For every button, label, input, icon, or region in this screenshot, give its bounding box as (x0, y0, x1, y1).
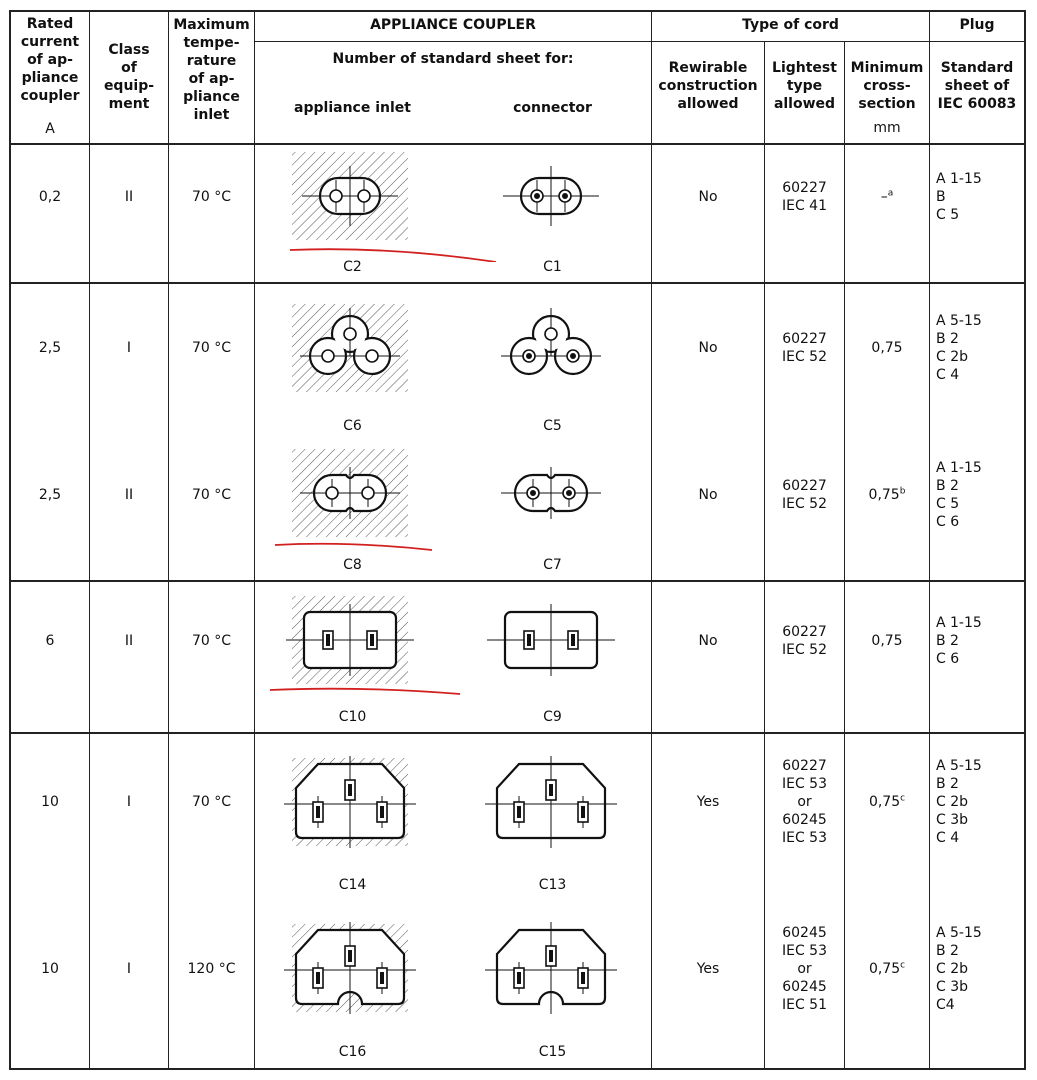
row-max-temp: 120 °C (187, 961, 236, 977)
row-class: I (126, 961, 132, 977)
row-connector-sheet: C5 (543, 418, 562, 434)
header-rated-current-unit: A (45, 121, 55, 137)
vrule (254, 10, 255, 1070)
row-max-temp: 70 °C (191, 633, 232, 649)
row-class: II (124, 487, 134, 503)
header-number-of-sheet: Number of standard sheet for: (332, 51, 574, 67)
row-class: II (124, 189, 134, 205)
row-rewirable: Yes (696, 794, 720, 810)
row-rated-current: 2,5 (38, 487, 62, 503)
header-class: Class of equip- ment (103, 42, 155, 112)
red-underline-annotation (265, 682, 465, 702)
inlet-figure-c6 (265, 278, 435, 418)
row-cross-section: 0,75$^c$ (868, 960, 906, 977)
row-cord-type: 60227 IEC 53 or 60245 IEC 53 (781, 758, 827, 846)
row-cord-type: 60227 IEC 52 (781, 478, 827, 512)
row-inlet-sheet: C6 (343, 418, 362, 434)
row-cord-type: 60227 IEC 52 (781, 624, 827, 658)
vrule (929, 10, 930, 1070)
row-max-temp: 70 °C (191, 794, 232, 810)
row-cord-type: 60227 IEC 52 (781, 331, 827, 365)
row-plug-sheets: A 1-15 B 2 C 6 (936, 615, 982, 667)
row-rated-current: 6 (45, 633, 55, 649)
row-rated-current: 10 (41, 794, 59, 810)
header-min-cross-unit: mm (873, 120, 901, 136)
frame-bottom (9, 1068, 1026, 1070)
header-standard-sheet: Standard sheet of IEC 60083 (937, 60, 1017, 112)
row-class: II (124, 633, 134, 649)
row-connector-sheet: C9 (543, 709, 562, 725)
header-connector: connector (513, 100, 592, 116)
inlet-figure-c14 (265, 732, 435, 872)
row-class: I (126, 340, 132, 356)
row-cross-section: 0,75 (871, 340, 903, 356)
row-cross-section: 0,75$^b$ (868, 486, 906, 503)
row-cross-section: –$^a$ (880, 188, 894, 205)
red-underline-annotation (270, 537, 437, 557)
row-plug-sheets: A 5-15 B 2 C 2b C 3b C 4 (936, 758, 982, 846)
row-max-temp: 70 °C (191, 340, 232, 356)
row-rated-current: 0,2 (38, 189, 62, 205)
row-cord-type: 60245 IEC 53 or 60245 IEC 51 (781, 925, 827, 1013)
row-connector-sheet: C7 (543, 557, 562, 573)
header-min-cross: Minimum cross- section (850, 60, 924, 112)
red-underline-annotation (285, 242, 501, 262)
row-plug-sheets: A 5-15 B 2 C 2b C 3b C4 (936, 925, 982, 1013)
row-inlet-sheet: C14 (338, 877, 367, 893)
row-cross-section: 0,75$^c$ (868, 793, 906, 810)
row-rewirable: No (698, 633, 718, 649)
frame-left (9, 10, 11, 1070)
frame-top (9, 10, 1026, 12)
footnote-marker: c (900, 960, 906, 971)
row-cord-type: 60227 IEC 41 (781, 180, 827, 214)
row-inlet-sheet: C16 (338, 1044, 367, 1060)
row-rated-current: 2,5 (38, 340, 62, 356)
row-rewirable: No (698, 340, 718, 356)
header-appliance-inlet: appliance inlet (294, 100, 411, 116)
row-inlet-sheet: C2 (343, 259, 362, 275)
row-rated-current: 10 (41, 961, 59, 977)
header-appliance-coupler: APPLIANCE COUPLER (370, 17, 536, 33)
connector-figure-c5 (466, 278, 636, 418)
header-lightest: Lightest type allowed (772, 60, 837, 112)
row-class: I (126, 794, 132, 810)
row-plug-sheets: A 1-15 B 2 C 5 C 6 (936, 460, 982, 530)
row-inlet-sheet: C10 (338, 709, 367, 725)
vrule (168, 10, 169, 1070)
row-connector-sheet: C13 (538, 877, 567, 893)
header-rated-current: Rated current of ap- pliance coupler (20, 16, 80, 104)
vrule (651, 10, 652, 1070)
header-plug: Plug (959, 17, 995, 33)
vrule (89, 10, 90, 1070)
row-connector-sheet: C1 (543, 259, 562, 275)
header-rewirable: Rewirable construction allowed (658, 60, 758, 112)
connector-figure-c13 (466, 732, 636, 872)
header-max-temp: Maximum tempe- rature of ap- pliance inlet (173, 17, 250, 123)
connector-figure-c7 (466, 423, 636, 563)
row-rewirable: No (698, 189, 718, 205)
frame-right (1024, 10, 1026, 1070)
footnote-marker: b (899, 486, 906, 497)
row-connector-sheet: C15 (538, 1044, 567, 1060)
inlet-figure-c16 (265, 898, 435, 1038)
row-cross-section: 0,75 (871, 633, 903, 649)
connector-figure-c9 (466, 570, 636, 710)
row-plug-sheets: A 1-15 B C 5 (936, 171, 982, 223)
row-max-temp: 70 °C (191, 189, 232, 205)
footnote-marker: a (887, 188, 894, 199)
row-rewirable: Yes (696, 961, 720, 977)
header-subrule (254, 41, 1026, 42)
connector-figure-c15 (466, 898, 636, 1038)
row-rewirable: No (698, 487, 718, 503)
row-inlet-sheet: C8 (343, 557, 362, 573)
header-type-of-cord: Type of cord (742, 17, 839, 33)
row-plug-sheets: A 5-15 B 2 C 2b C 4 (936, 313, 982, 383)
footnote-marker: c (900, 793, 906, 804)
row-max-temp: 70 °C (191, 487, 232, 503)
